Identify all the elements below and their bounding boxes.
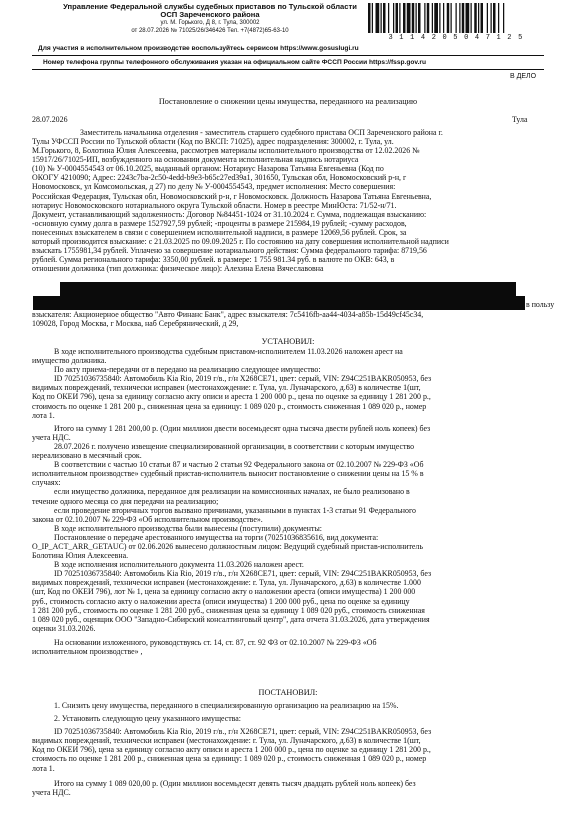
established-line: ID 70251036735840: Автомобиль Kia Rio, 2019 г/в., г/н Х268СЕ71, цвет: серый, VIN: Z94C251BAKR050953, без — [54, 374, 432, 384]
claimant-paragraph — [32, 310, 545, 328]
established-line: 1 281 200 руб., стоимость по оценке 1 281 200 руб., сниженная цена за единицу 1 089 020 руб., стоимость сниженная — [32, 605, 425, 615]
established-line: исполнительном производстве» судебный пристав-исполнитель выносит постановление о снижении цены на 15 % в — [32, 469, 424, 479]
established-section — [32, 347, 545, 656]
resolved-section — [32, 701, 545, 797]
intro-line: Тулы УФССП России по Тульской области (Код по ВКСП: 71025), адрес подразделения: 300002, г. Тула, ул. — [32, 137, 394, 146]
established-line: В соответствии с частью 10 статьи 87 и частью 2 статьи 92 Федерального закона от 02.10.2007 № 229-ФЗ «Об — [54, 460, 424, 470]
established-line: Постановление о передаче арестованного имущества на торги (70251036835616, вид документа: — [54, 532, 379, 542]
established-line: оценки 31.03.2026. — [32, 623, 96, 633]
intro-line: отношении должника (тип должника: физическое лицо): Алехина Елена Вячеславовна — [32, 264, 324, 274]
established-line: В ходе исполнительного производства были вынесены (поступили) документы: — [54, 523, 322, 533]
claimant-line: 109028, Город Москва, г Москва, наб Серебрянический, д 29, — [32, 319, 239, 329]
established-line: Итого на сумму 1 281 200,00 р. (Один миллион двести восемьдесят одна тысяча двести рублей ноль копеек) без — [54, 423, 431, 433]
established-line: нереализовано в месячный срок. — [32, 451, 142, 461]
intro-line: взыскать 1755981,34 рублей. Уплачено за совершение нотариального действия: Сумма федерального тарифа: 8719,56 — [32, 246, 427, 256]
resolved-line: видимых повреждений, технически исправен (местонахождение: г. Тула, ул. Луначарского, д.63) в количестве 1(шт, — [32, 736, 421, 746]
claimant-line: взыскателя: Акционерное общество "Авто Финанс Банк", адрес взыскателя: 7c5416fb-aa44-4034-a85b-15d49cf45c34, — [32, 310, 424, 319]
established-line: По акту приема-передачи от в передано на реализацию следующее имущество: — [54, 365, 321, 375]
established-line: O_IP_ACT_ARR_GETAUC) от 02.06.2026 вынесено должностным лицом: Ведущий судебный пристав-исполнитель — [32, 541, 423, 551]
intro-line: ОКОГУ 4210090; Адрес: 2243c7ba-2c50-4edd-b9e3-b65c27ed39a1, 301650, Тульская обл, Новомосковский р-н, г — [32, 173, 407, 183]
barcode-image — [368, 3, 544, 33]
established-line: видимых повреждений, технически исправен (местонахождение: г. Тула, ул. Луначарского, д.63) в количестве 1(шт, — [32, 383, 421, 393]
established-line: если имущество должника, переданное для реализации на комиссионных началах, не было реализовано в — [54, 487, 410, 497]
established-line: учета НДС. — [32, 432, 71, 442]
header-divider-1 — [32, 55, 544, 56]
intro-line: М.Горького, 8, Болотина Юлия Алексеевна, рассмотрев материалы исполнительного производства от 12.02.2026 № — [32, 146, 420, 156]
barcode-number: 3 1 1 4 2 0 5 0 4 7 1 2 5 — [388, 34, 524, 42]
established-line: если проведение вторичных торгов вызвано причинами, указанными в пунктах 1-3 статьи 91 Федерального — [54, 505, 416, 515]
intro-line: (10) № У-0004554543 от 06.10.2025, выданный органом: Нотариус Назарова Татьяна Евгеньевна (Код по — [32, 164, 384, 174]
header-divider-2 — [32, 69, 544, 70]
intro-line: 15917/26/71025-ИП, возбужденного на основании документа исполнительная надпись нотариуса — [32, 155, 359, 165]
intro-line: понесенных взыскателем в связи с совершением исполнительной надписи, в размере 12069,56 рублей. Срок, за — [32, 227, 407, 237]
established-line: Код по ОКЕИ 796), цена за единицу согласно акту описи и ареста 1 200 000 р., цена по оценке за единицу 1 281 200 р., — [32, 392, 431, 402]
phone-notice: Номер телефона группы телефонного обслуживания указан на официальном сайте ФССП России https://fssp.gov.ru — [43, 59, 426, 66]
intro-line: -основную сумму долга в размере 1527927,59 рублей; -проценты в размере 215984,19 рублей; -сумму расходов, — [32, 218, 407, 228]
intro-line: рублей. Сумма регионального тарифа: 3350,00 рублей. в размере: 1 755 981.34 руб. в валюте по ОКВ: 643, в — [32, 255, 395, 265]
established-line: В ходе исполнительного производства судебным приставом-исполнителем 11.03.2026 наложен арест на — [54, 347, 403, 356]
established-line: 1 089 020 руб., оценщик ООО "Западно-Сибирский консалтинговый центр", дата отчета 31.03.2026, дата утверждения — [32, 614, 430, 624]
issuer-date-phone: от 28.07.2026 № 71025/26/346426 Тел. +7(4872)65-63-10 — [131, 28, 289, 34]
in-favor-text: в пользу — [526, 300, 555, 309]
resolved-line: 1. Снизить цену имущества, переданного в специализированную организацию на реализацию на 15%. — [54, 701, 399, 710]
established-line: В ходе исполнения исполнительного документа 11.03.2026 наложен арест. — [54, 560, 304, 570]
issuer-org-line2: ОСП Зареченского района — [160, 10, 260, 19]
issuer-org-line1: Управление Федеральной службы судебных приставов по Тульской области — [63, 2, 357, 11]
file-stamp: В ДЕЛО — [510, 73, 537, 80]
intro-paragraph-body — [32, 137, 545, 273]
intro-line: который производится взыскание: с 21.03.2025 по 09.09.2025 г. По состоянию на дату совершения исполнительной надписи — [32, 237, 449, 247]
resolved-line: ID 70251036735840: Автомобиль Kia Rio, 2019 г/в., г/н Х268СЕ71, цвет: серый, VIN: Z94C251BAKR050953, без — [54, 727, 432, 737]
established-line: исполнительном производстве» , — [32, 647, 143, 656]
intro-line: нотариус Новомосковского нотариального округа Тульской области. Номер в реестре МинЮста: 71/52-н/71. — [32, 200, 397, 210]
intro-line: Документ, устанавливающий задолженность: Договор №84451-1024 от 31.10.2024 г. Сумма, подлежащая взысканию: — [32, 209, 427, 219]
document-title: Постановление о снижении цены имущества, переданного на реализацию — [158, 97, 418, 106]
established-line: (шт, Код по ОКЕИ 796), лот № 1, цена за единицу согласно акту о наложении ареста (описи имущества) 1 200 000 — [32, 587, 416, 597]
resolved-line: лота 1. — [32, 763, 55, 773]
resolved-line: стоимость по оценке 1 281 200 р., сниженная цена за единицу: 1 089 020 р., стоимость сниженная 1 089 020 р., номер — [32, 754, 427, 764]
issuer-header — [60, 3, 360, 35]
established-line: имущество должника. — [32, 356, 107, 366]
intro-line: Заместитель начальника отделения - заместитель старшего судебного пристава ОСП Зареченского района г. — [80, 128, 443, 137]
established-line: На основании изложенного, руководствуясь ст. 14, ст. 87, ст. 92 ФЗ от 02.10.2007 № 229-ФЗ «Об — [54, 637, 377, 647]
established-heading: УСТАНОВИЛ: — [261, 337, 315, 346]
established-line: стоимость по оценке 1 281 200 р., сниженная цена за единицу: 1 089 020 р., стоимость сниженная 1 089 020 р., номер — [32, 401, 427, 411]
established-line: 28.07.2026 г. получено извещение специализированной организации, в соответствии с которым имущество — [54, 441, 415, 451]
established-line: случаях: — [32, 478, 61, 488]
established-line: закона от 02.10.2007 № 229-ФЗ «Об исполнительном производстве». — [32, 514, 263, 524]
established-line: ID 70251036735840: Автомобиль Kia Rio, 2019 г/в., г/н Х268СЕ71, цвет: серый, VIN: Z94C251BAKR050953, без — [54, 569, 432, 579]
resolved-line: учета НДС. — [32, 787, 71, 797]
intro-line: Российская Федерация, Тульская обл, Новомосковский р-н, г Новомосковск. Должность Назарова Татьяна Евгеньевна, — [32, 191, 432, 201]
document-date: 28.07.2026 — [32, 115, 68, 124]
redaction-block — [33, 296, 525, 310]
resolved-line: 2. Установить следующую цену указанного имущества: — [54, 714, 241, 724]
resolved-line: Итого на сумму 1 089 020,00 р. (Один миллион восемьдесят девять тысяч двадцать рублей ноль копеек) без — [54, 778, 416, 788]
established-line: лота 1. — [32, 410, 55, 420]
established-line: течение одного месяца со дня передачи на реализацию; — [32, 496, 219, 506]
established-line: видимых повреждений, технически исправен (местонахождение: г. Тула, ул. Луначарского, д.63) в количестве 1.000 — [32, 578, 421, 588]
resolved-heading: ПОСТАНОВИЛ: — [258, 688, 318, 697]
document-city: Тула — [512, 115, 528, 124]
redaction-block — [60, 282, 516, 296]
established-line: Болотина Юлия Алексеевна. — [32, 551, 129, 561]
intro-paragraph — [58, 128, 545, 137]
intro-line: Новомосковск, ул Комсомольская, д 27) по делу № У-0004554543, предмет исполнения: Место совершения: — [32, 182, 396, 192]
resolved-line: Код по ОКЕИ 796), цена за единицу согласно акту описи и ареста 1 200 000 р., цена по оценке за единицу 1 281 200 р., — [32, 745, 431, 755]
gosuslugi-notice: Для участия в исполнительном производстве воспользуйтесь сервисом https://www.gosuslugi.ru — [38, 45, 359, 52]
issuer-address: ул. М. Горького, Д 8, г. Тула, 300002 — [160, 20, 260, 26]
established-line: руб., стоимость согласно акту о наложении ареста (описи имущества) 1 200 000 руб., цена по оценке за единицу — [32, 596, 410, 606]
